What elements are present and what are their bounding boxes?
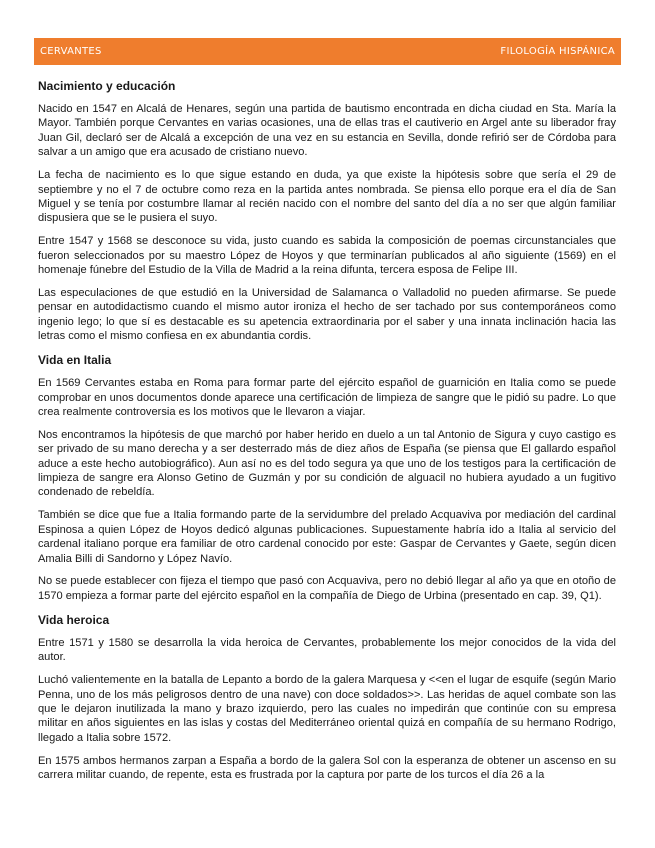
paragraph: Nos encontramos la hipótesis de que marchó por haber herido en duelo a un tal Antonio de Sigura y cuyo castigo es ser privado de su mano derecha y a ser desterrado más de diez años de España (se piensa que El gallardo español aduce a este hecho autobiográfico). Aun así no es del todo segura ya que uno de los testigos para la certificación de limpieza de sangre era Alonso Getino de Guzmán y por su condición de alguacil no hubiera ayudado a un fugitivo condenado de rebeldía. xyxy=(38,428,616,499)
paragraph: Luchó valientemente en la batalla de Lepanto a bordo de la galera Marquesa y <<en el lugar de esquife (según Mario Penna, uno de los más peligrosos dentro de una nave) con doce soldados>>. Las heridas de aquel combate son las que le dejaron inutilizada la mano y brazo izquierdo, pero las cuales no impedirán que continúe con su empresa militar en años siguientes en las islas y costas del Mediterráneo oriental quizá en compañía de su hermano Rodrigo, llegado a Italia sobre 1572. xyxy=(38,674,616,744)
section-heading: Vida heroica xyxy=(38,612,110,627)
paragraph: También se dice que fue a Italia formando parte de la servidumbre del prelado Acquaviva por mediación del cardinal Espinosa a quien López de Hoyos dedicó algunas publicaciones. Supuestamente habría ido a Italia al servicio del cardenal italiano porque era familiar de otro cardenal conocido por este: Gaspar de Cervantes y Gaete, según dicen Amalia Billi di Sandorno y López Navío. xyxy=(38,509,616,565)
header-right-title: FILOLOGÍA HISPÁNICA xyxy=(500,46,615,57)
paragraph: En 1575 ambos hermanos zarpan a España a bordo de la galera Sol con la esperanza de obtener un ascenso en su carrera militar cuando, de repente, esta es frustrada por la captura por parte de los turcos el día 26 a la xyxy=(38,754,616,782)
running-header xyxy=(34,38,621,65)
paragraph: En 1569 Cervantes estaba en Roma para formar parte del ejército español de guarnición en Italia como se puede comprobar en unos documentos donde aparece una certificación de limpieza de sangre que le pidió su padre. Lo que crea realmente controversia es los motivos que le llevaron a viajar. xyxy=(38,377,616,418)
document-body xyxy=(38,78,616,791)
paragraph: Las especulaciones de que estudió en la Universidad de Salamanca o Valladolid no pueden afirmarse. Se puede pensar en autodidactismo cuando el mismo autor ironiza el hecho de ser tachado por sus contemporáneos como ingenio lego; lo que sí es destacable es su apetencia extraordinaria por el saber y una innata inclinación hacia las letras como el mismo confiesa en ex abundantia cordis. xyxy=(38,286,616,343)
paragraph: Entre 1571 y 1580 se desarrolla la vida heroica de Cervantes, probablemente los mejor conocidos de la vida del autor. xyxy=(38,636,616,664)
paragraph: Entre 1547 y 1568 se desconoce su vida, justo cuando es sabida la composición de poemas circunstanciales que fueron seleccionados por su maestro López de Hoyos y que terminarían publicados al año siguiente (1569) en el homenaje fúnebre del Estudio de la Villa de Madrid a la reina difunta, tercera esposa de Felipe III. xyxy=(38,235,616,277)
section-heading: Vida en Italia xyxy=(38,353,112,368)
header-left-title: CERVANTES xyxy=(40,46,102,57)
section-heading: Nacimiento y educación xyxy=(38,79,176,93)
paragraph: La fecha de nacimiento es lo que sigue estando en duda, ya que existe la hipótesis sobre que sería el 29 de septiembre y no el 7 de octubre como reza en la partida antes nombrada. Se piensa ello porque era el día de San Miguel y se tenía por costumbre llamar al recién nacido con el nombre del santo del día a no ser que algún familiar dispusiera que se le pusiera el suyo. xyxy=(38,169,616,225)
paragraph: No se puede establecer con fijeza el tiempo que pasó con Acquaviva, pero no debió llegar al año ya que en otoño de 1570 empieza a formar parte del ejército español en la compañía de Diego de Urbina (presentado en cap. 39, Q1). xyxy=(38,575,616,602)
paragraph: Nacido en 1547 en Alcalá de Henares, según una partida de bautismo encontrada en dicha ciudad en Sta. María la Mayor. También porque Cervantes en varias ocasiones, una de ellas tras el cautiverio en Argel ante su liberador fray Juan Gil, declaró ser de Alcalá a excepción de una vez en su estancia en Sevilla, donde refirió ser de Córdoba para salvar a un amigo que era acusado de cristiano nuevo. xyxy=(38,103,616,159)
